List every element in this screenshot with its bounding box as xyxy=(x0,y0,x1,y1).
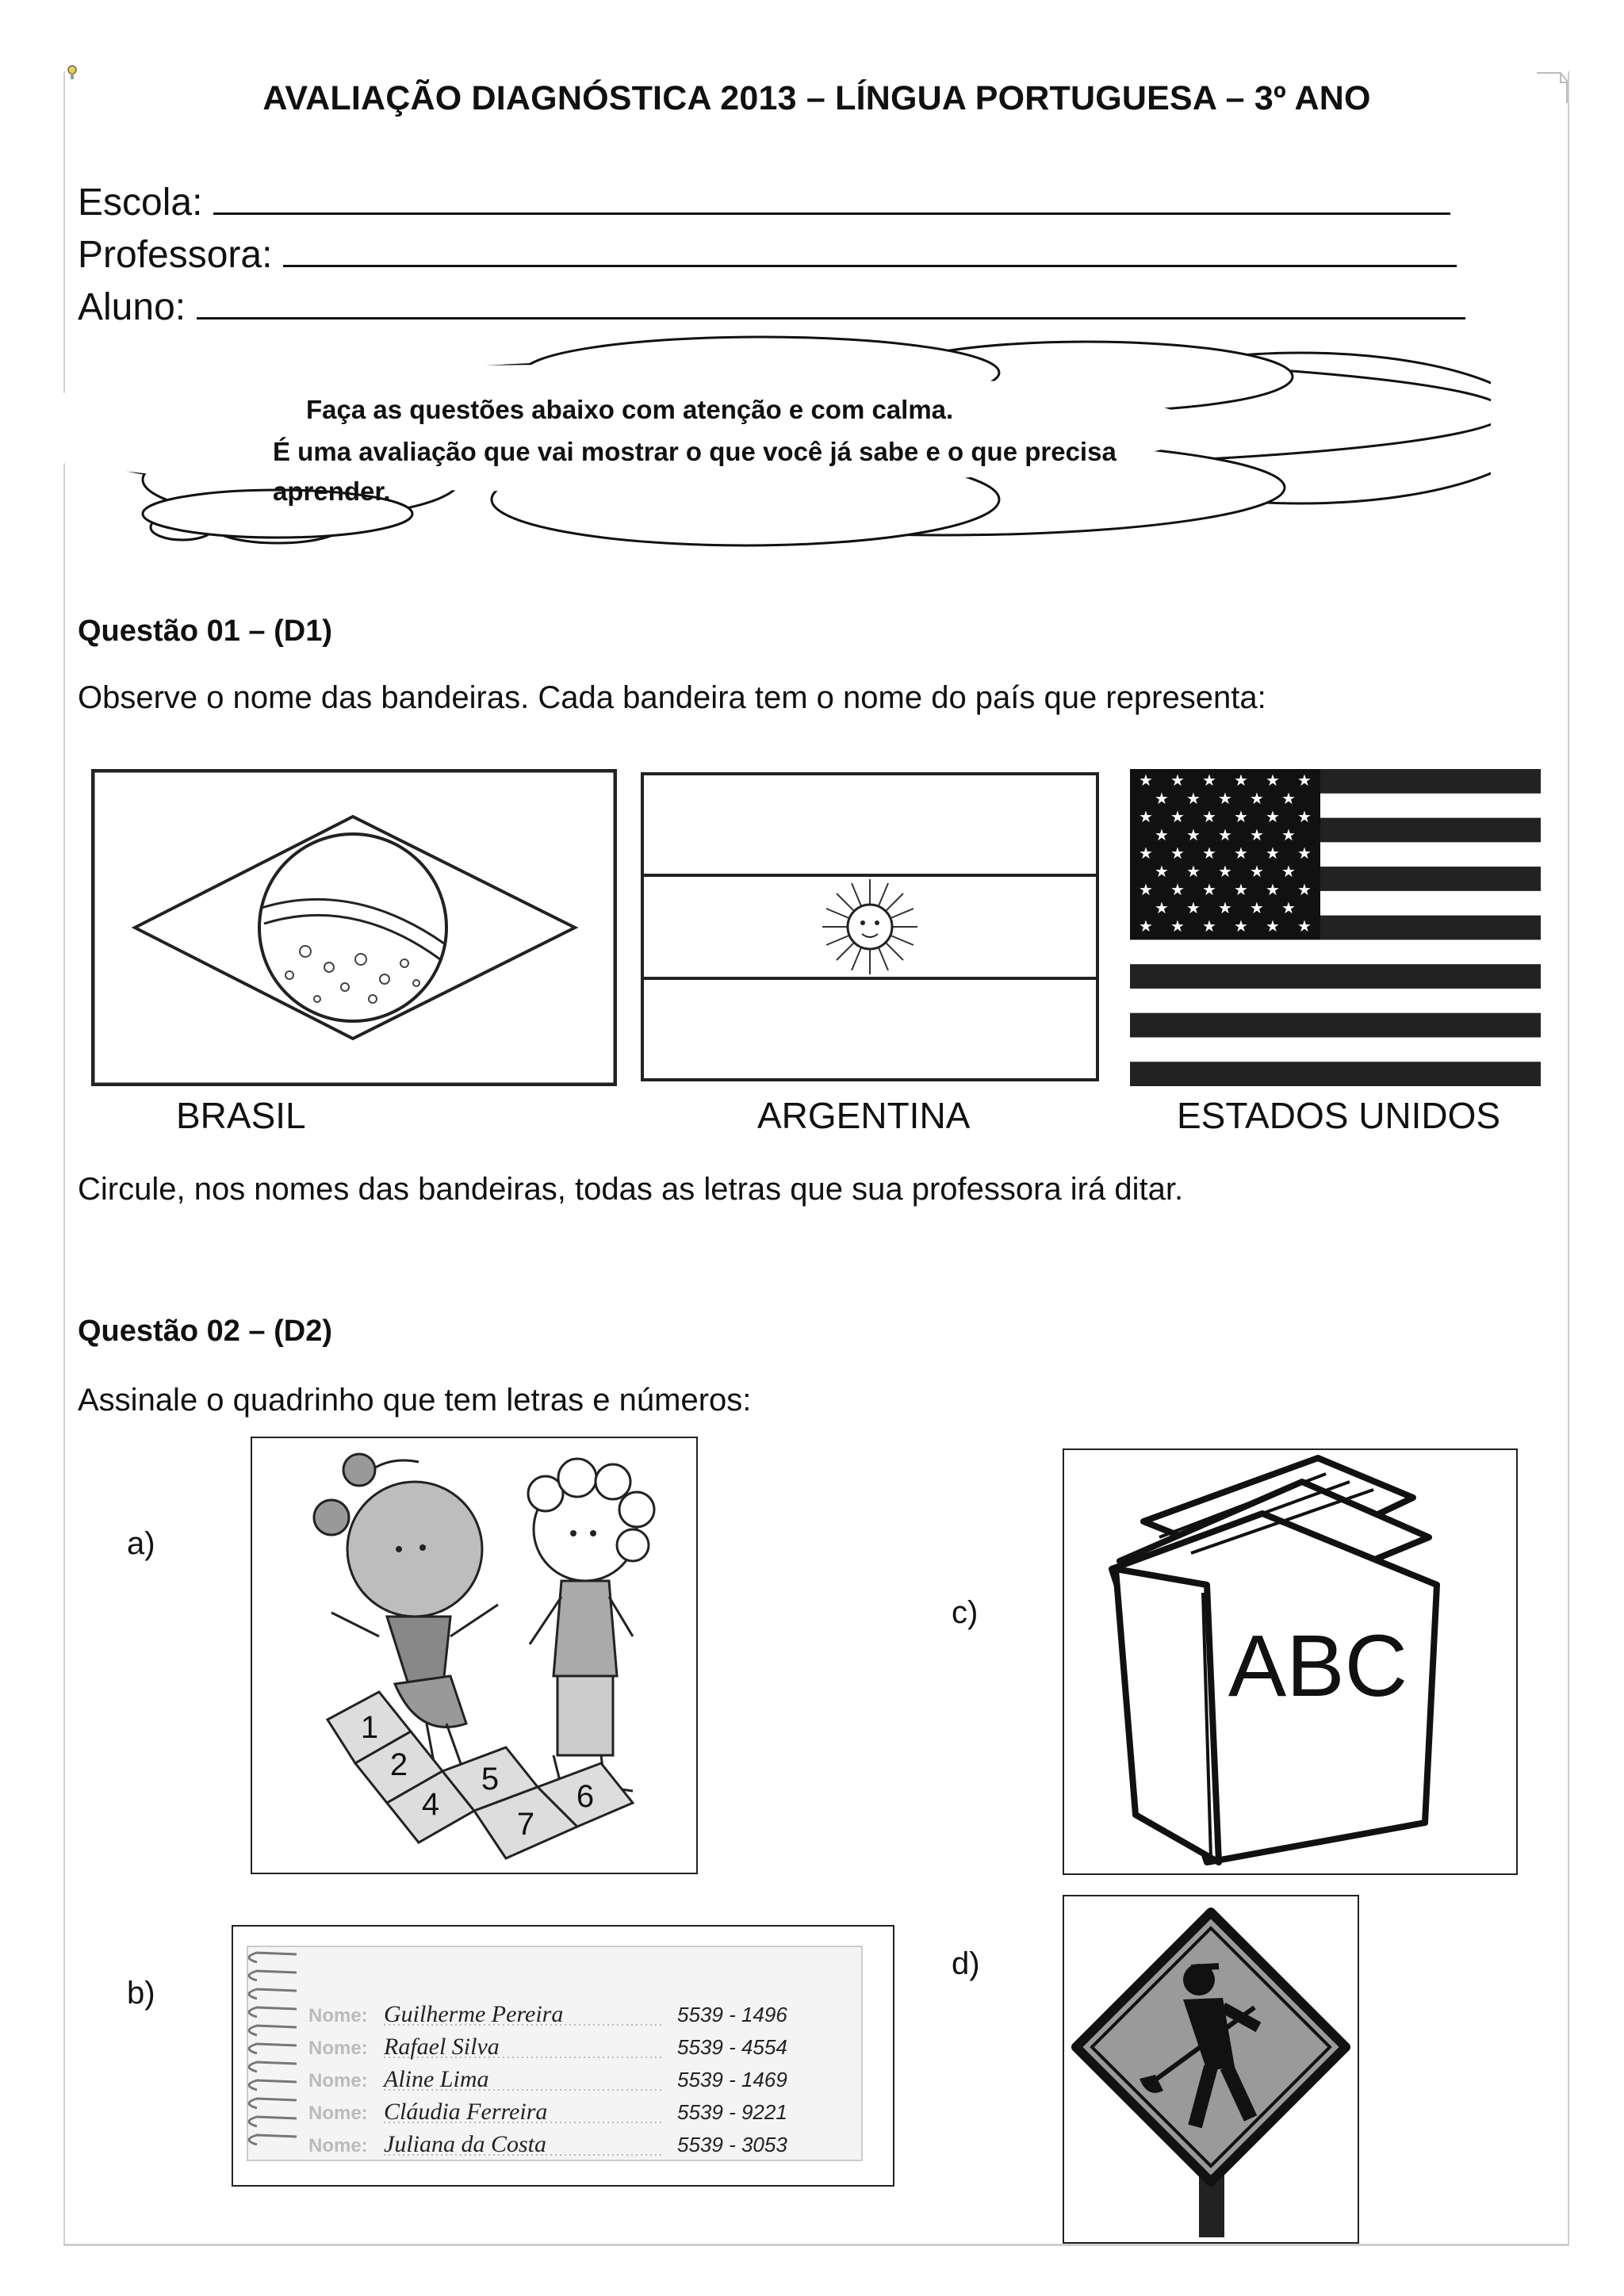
usa-flag-star: ★ xyxy=(1218,863,1232,881)
usa-flag-star: ★ xyxy=(1266,918,1280,936)
cloud-line-3: aprender. xyxy=(273,476,391,506)
usa-flag-star: ★ xyxy=(1297,772,1312,790)
usa-flag-star: ★ xyxy=(1186,863,1201,881)
argentina-flag xyxy=(641,772,1099,1081)
hopscotch-number-1: 1 xyxy=(360,1710,379,1745)
hopscotch-number-6: 6 xyxy=(576,1779,595,1814)
usa-flag-star: ★ xyxy=(1186,790,1201,808)
usa-flag-stripe xyxy=(1130,964,1541,989)
contact-label: Nome: xyxy=(308,2070,368,2091)
contact-phone: 5539 - 1496 xyxy=(677,2003,787,2026)
cloud-line-1: Faça as questões abaixo com atenção e com calma. xyxy=(306,395,954,424)
contact-name: Rafael Silva xyxy=(384,2034,500,2060)
option-a-label[interactable]: a) xyxy=(127,1526,155,1561)
contact-name: Aline Lima xyxy=(384,2066,489,2092)
question-2-prompt: Assinale o quadrinho que tem letras e números: xyxy=(78,1383,752,1418)
usa-flag-star: ★ xyxy=(1218,790,1232,808)
hopscotch-number-7: 7 xyxy=(516,1807,535,1842)
option-c-image[interactable] xyxy=(1063,1448,1518,1875)
usa-flag-star: ★ xyxy=(1155,900,1169,917)
question-2-title: Questão 02 – (D2) xyxy=(78,1314,332,1348)
usa-flag-star: ★ xyxy=(1139,918,1153,936)
usa-flag-star: ★ xyxy=(1155,863,1169,881)
contact-phone: 5539 - 1469 xyxy=(677,2068,787,2091)
professora-field[interactable] xyxy=(78,233,1457,277)
usa-flag-star: ★ xyxy=(1266,772,1280,790)
usa-flag-star: ★ xyxy=(1266,882,1280,899)
usa-flag-star: ★ xyxy=(1170,845,1185,863)
usa-flag-star: ★ xyxy=(1170,882,1185,899)
usa-flag-star: ★ xyxy=(1155,827,1169,844)
option-b-label[interactable]: b) xyxy=(127,1976,155,2011)
usa-flag-star: ★ xyxy=(1281,863,1296,881)
usa-flag-star: ★ xyxy=(1250,863,1264,881)
usa-flag-star: ★ xyxy=(1281,827,1296,844)
professora-label: Professora: xyxy=(78,234,273,276)
contact-name: Cláudia Ferreira xyxy=(384,2099,548,2125)
usa-flag xyxy=(1130,769,1541,1086)
page-title: AVALIAÇÃO DIAGNÓSTICA 2013 – LÍNGUA PORTUGUESA – 3º ANO xyxy=(262,79,1371,117)
usa-flag-star: ★ xyxy=(1250,790,1264,808)
usa-flag-star: ★ xyxy=(1202,809,1216,826)
usa-flag-star: ★ xyxy=(1297,882,1312,899)
usa-flag-star: ★ xyxy=(1234,918,1248,936)
usa-flag-star: ★ xyxy=(1250,900,1264,917)
contact-label: Nome: xyxy=(308,2005,368,2026)
usa-flag-star: ★ xyxy=(1139,809,1153,826)
usa-flag-star: ★ xyxy=(1297,918,1312,936)
phone-list-illustration xyxy=(233,1927,893,2185)
contact-name: Juliana da Costa xyxy=(384,2131,547,2157)
usa-flag-star: ★ xyxy=(1218,827,1232,844)
usa-flag-star: ★ xyxy=(1281,790,1296,808)
usa-flag-star: ★ xyxy=(1297,809,1312,826)
flag-name-brasil: BRASIL xyxy=(176,1095,306,1136)
usa-flag-star: ★ xyxy=(1170,809,1185,826)
professora-input-line[interactable] xyxy=(283,235,1457,267)
usa-flag-star: ★ xyxy=(1202,882,1216,899)
option-d-label[interactable]: d) xyxy=(952,1946,980,1981)
usa-flag-star: ★ xyxy=(1186,827,1201,844)
usa-flag-star: ★ xyxy=(1170,772,1185,790)
question-1-title: Questão 01 – (D1) xyxy=(78,614,332,648)
aluno-field[interactable] xyxy=(78,285,1465,329)
flag-name-argentina: ARGENTINA xyxy=(757,1095,971,1136)
usa-flag-star: ★ xyxy=(1170,918,1185,936)
abc-book-illustration xyxy=(1064,1450,1516,1873)
hopscotch-number-5: 5 xyxy=(481,1762,500,1797)
contact-label: Nome: xyxy=(308,2038,368,2059)
escola-label: Escola: xyxy=(78,182,203,224)
brazil-flag xyxy=(91,769,617,1086)
usa-flag-star: ★ xyxy=(1155,790,1169,808)
escola-input-line[interactable] xyxy=(213,182,1450,215)
usa-flag-star: ★ xyxy=(1234,845,1248,863)
contact-label: Nome: xyxy=(308,2135,368,2156)
option-a-image[interactable] xyxy=(251,1437,698,1874)
usa-flag-star: ★ xyxy=(1186,900,1201,917)
children-hopscotch-illustration xyxy=(252,1438,696,1873)
escola-field[interactable] xyxy=(78,181,1450,224)
book-text: ABC xyxy=(1228,1617,1408,1715)
usa-flag-star: ★ xyxy=(1139,882,1153,899)
usa-flag-star: ★ xyxy=(1266,809,1280,826)
usa-flag-star: ★ xyxy=(1234,882,1248,899)
hopscotch-number-2: 2 xyxy=(389,1747,408,1782)
contact-name: Guilherme Pereira xyxy=(384,2001,564,2027)
usa-flag-stripe xyxy=(1130,1062,1541,1086)
contact-phone: 5539 - 9221 xyxy=(677,2100,787,2124)
usa-flag-star: ★ xyxy=(1297,845,1312,863)
usa-flag-star: ★ xyxy=(1266,845,1280,863)
option-b-image[interactable] xyxy=(232,1925,894,2187)
flag-name-estados-unidos: ESTADOS UNIDOS xyxy=(1177,1095,1501,1136)
question-1-instruction: Circule, nos nomes das bandeiras, todas as letras que sua professora irá ditar. xyxy=(78,1172,1184,1207)
cloud-line-2: É uma avaliação que vai mostrar o que você já sabe e o que precisa xyxy=(273,437,1116,466)
usa-flag-star: ★ xyxy=(1202,845,1216,863)
aluno-label: Aluno: xyxy=(78,286,186,328)
usa-flag-star: ★ xyxy=(1202,772,1216,790)
contact-phone: 5539 - 4554 xyxy=(677,2035,787,2059)
hopscotch-number-4: 4 xyxy=(421,1787,440,1822)
usa-flag-star: ★ xyxy=(1234,772,1248,790)
usa-flag-star: ★ xyxy=(1139,845,1153,863)
question-1-prompt: Observe o nome das bandeiras. Cada bandeira tem o nome do país que representa: xyxy=(78,680,1266,715)
usa-flag-star: ★ xyxy=(1250,827,1264,844)
contact-label: Nome: xyxy=(308,2103,368,2124)
usa-flag-star: ★ xyxy=(1218,900,1232,917)
option-c-label[interactable]: c) xyxy=(952,1595,979,1630)
usa-flag-star: ★ xyxy=(1139,772,1153,790)
pin-icon xyxy=(67,65,78,82)
usa-flag-star: ★ xyxy=(1281,900,1296,917)
road-work-sign-icon xyxy=(1064,1896,1358,2242)
aluno-input-line[interactable] xyxy=(197,287,1465,320)
usa-flag-star: ★ xyxy=(1202,918,1216,936)
option-d-image[interactable] xyxy=(1063,1895,1359,2244)
usa-flag-stripe xyxy=(1130,1013,1541,1038)
contact-phone: 5539 - 3053 xyxy=(677,2133,787,2156)
usa-flag-star: ★ xyxy=(1234,809,1248,826)
